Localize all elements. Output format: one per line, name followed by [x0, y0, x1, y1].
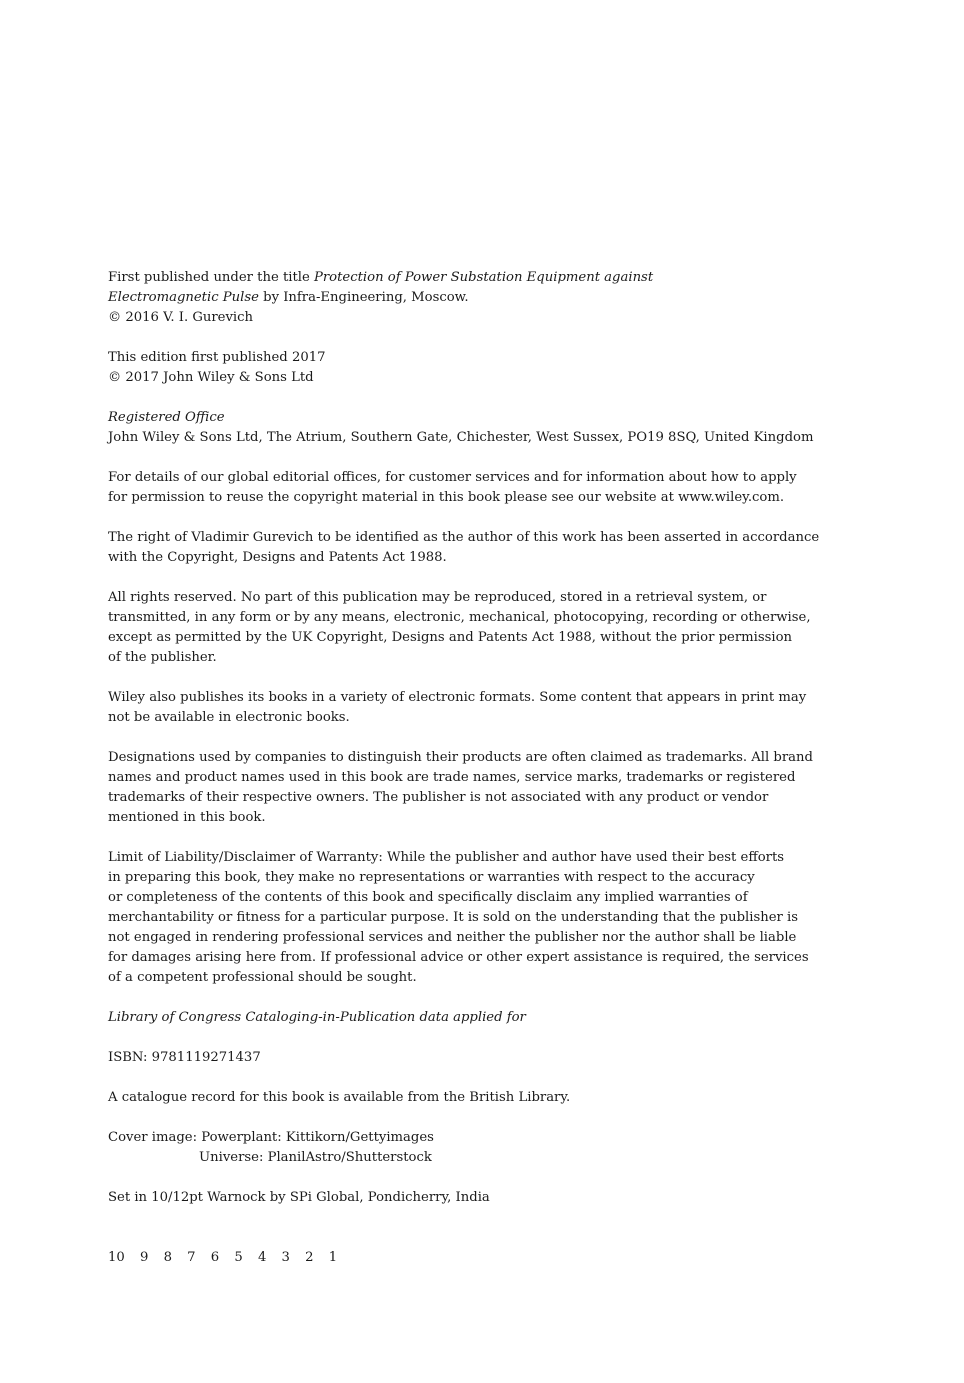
cover-image-block	[108, 1128, 848, 1168]
first-published-suffix: by Infra-Engineering, Moscow.	[258, 290, 469, 305]
printer-key-number: 4	[257, 1250, 267, 1265]
cover-image-credit-2: Universe: PlanilAstro/Shutterstock	[199, 1150, 432, 1165]
typeset-info: Set in 10/12pt Warnock by SPi Global, Pondicherry, India	[108, 1190, 490, 1205]
liability-block	[108, 848, 848, 988]
edition-copyright: © 2017 John Wiley & Sons Ltd	[108, 370, 314, 385]
isbn: ISBN: 9781119271437	[108, 1050, 261, 1065]
paragraph-line: with the Copyright, Designs and Patents Act 1988.	[108, 550, 447, 565]
first-published-block	[108, 268, 848, 328]
paragraph-line: names and product names used in this book are trade names, service marks, trademarks or registered	[108, 770, 796, 785]
trademarks-block	[108, 748, 848, 828]
paragraph-line: Designations used by companies to distinguish their products are often claimed as trademarks. All brand	[108, 750, 813, 765]
paragraph-line: for damages arising here from. If professional advice or other expert assistance is required, the services	[108, 950, 809, 965]
typeset-block	[108, 1188, 848, 1208]
printer-key-number: 8	[163, 1250, 172, 1265]
loc-cataloging: Library of Congress Cataloging-in-Publication data applied for	[108, 1010, 526, 1025]
paragraph-line: Wiley also publishes its books in a variety of electronic formats. Some content that appears in print may	[108, 690, 807, 705]
first-published-prefix: First published under the title	[108, 270, 314, 285]
author-right-block	[108, 528, 848, 568]
registered-office-address: John Wiley & Sons Ltd, The Atrium, Southern Gate, Chichester, West Sussex, PO19 8SQ, United Kingdom	[108, 430, 814, 445]
printer-key	[108, 1248, 848, 1268]
paragraph-line: The right of Vladimir Gurevich to be identified as the author of this work has been asserted in accordance	[108, 530, 820, 545]
original-copyright: © 2016 V. I. Gurevich	[108, 310, 254, 325]
paragraph-line: merchantability or fitness for a particular purpose. It is sold on the understanding that the publisher is	[108, 910, 799, 925]
loc-block	[108, 1008, 848, 1028]
original-title-part-2: Electromagnetic Pulse	[108, 290, 259, 305]
paragraph-line: For details of our global editorial offices, for customer services and for information about how to apply	[108, 470, 797, 485]
edition-block	[108, 348, 848, 388]
paragraph-line: for permission to reuse the copyright material in this book please see our website at www.wiley.com.	[108, 490, 785, 505]
paragraph-line: of the publisher.	[108, 650, 217, 665]
original-title-part-1: Protection of Power Substation Equipment against	[314, 270, 654, 285]
paragraph-line: Limit of Liability/Disclaimer of Warranty: While the publisher and author have used their best efforts	[108, 850, 785, 865]
catalogue-record: A catalogue record for this book is available from the British Library.	[108, 1090, 571, 1105]
electronic-formats-block	[108, 688, 848, 728]
paragraph-line: except as permitted by the UK Copyright, Designs and Patents Act 1988, without the prior permission	[108, 630, 793, 645]
first-published-line-1	[108, 268, 848, 288]
printer-key-number: 9	[139, 1250, 149, 1265]
rights-reserved-block	[108, 588, 848, 668]
paragraph-line: mentioned in this book.	[108, 810, 266, 825]
paragraph-line: of a competent professional should be sought.	[108, 970, 417, 985]
paragraph-line: not be available in electronic books.	[108, 710, 350, 725]
isbn-block	[108, 1048, 848, 1068]
printer-key-number: 6	[210, 1250, 220, 1265]
first-published-line-2	[108, 288, 848, 308]
printer-key-number: 10	[108, 1250, 125, 1265]
cover-image-credit-1: Cover image: Powerplant: Kittikorn/Gettyimages	[108, 1130, 434, 1145]
printer-key-number: 1	[328, 1250, 338, 1265]
printer-key-number: 3	[281, 1250, 290, 1265]
printer-key-number: 7	[187, 1250, 196, 1265]
printer-key-number: 2	[305, 1250, 314, 1265]
edition-line: This edition first published 2017	[108, 350, 326, 365]
catalogue-block	[108, 1088, 848, 1108]
registered-office-label: Registered Office	[108, 410, 225, 425]
paragraph-line: All rights reserved. No part of this publication may be reproduced, stored in a retrieval system, or	[108, 590, 767, 605]
printer-key-number: 5	[234, 1250, 243, 1265]
paragraph-line: not engaged in rendering professional services and neither the publisher nor the author shall be liable	[108, 930, 797, 945]
paragraph-line: trademarks of their respective owners. The publisher is not associated with any product or vendor	[108, 790, 769, 805]
paragraph-line: in preparing this book, they make no representations or warranties with respect to the accuracy	[108, 870, 755, 885]
details-block	[108, 468, 848, 508]
registered-office-block	[108, 408, 848, 448]
copyright-text	[108, 268, 848, 1268]
paragraph-line: transmitted, in any form or by any means, electronic, mechanical, photocopying, recording or otherwise,	[108, 610, 811, 625]
paragraph-line: or completeness of the contents of this book and specifically disclaim any implied warranties of	[108, 890, 748, 905]
